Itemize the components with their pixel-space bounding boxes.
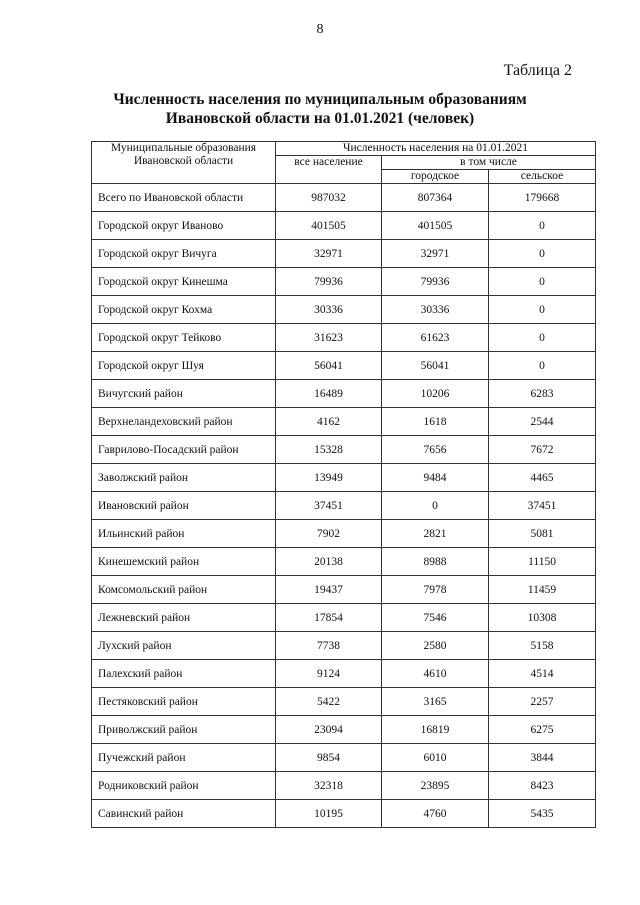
cell-total: 7738: [276, 632, 382, 660]
page-number: 8: [316, 22, 324, 37]
cell-municipality: Ильинский район: [92, 520, 276, 548]
title-line-1: Численность населения по муниципальным образованиям: [113, 91, 527, 108]
cell-urban: 6010: [382, 744, 489, 772]
cell-rural: 11459: [489, 576, 596, 604]
cell-urban: 23895: [382, 772, 489, 800]
cell-urban: 7546: [382, 604, 489, 632]
cell-urban: 32971: [382, 240, 489, 268]
cell-total: 31623: [276, 324, 382, 352]
cell-total: 9124: [276, 660, 382, 688]
cell-urban: 8988: [382, 548, 489, 576]
cell-municipality: Комсомольский район: [92, 576, 276, 604]
table-row: [92, 296, 596, 324]
cell-municipality: Всего по Ивановской области: [92, 184, 276, 212]
table-row: [92, 268, 596, 296]
cell-municipality: Городской округ Иваново: [92, 212, 276, 240]
cell-urban: 3165: [382, 688, 489, 716]
cell-total: 16489: [276, 380, 382, 408]
cell-municipality: Лухский район: [92, 632, 276, 660]
table-row: [92, 800, 596, 828]
cell-municipality: Городской округ Вичуга: [92, 240, 276, 268]
cell-total: 17854: [276, 604, 382, 632]
cell-urban: 0: [382, 492, 489, 520]
header-including: в том числе: [382, 156, 596, 170]
cell-rural: 7672: [489, 436, 596, 464]
cell-municipality: Ивановский район: [92, 492, 276, 520]
cell-municipality: Родниковский район: [92, 772, 276, 800]
table-row: [92, 184, 596, 212]
title-line-2: Ивановской области на 01.01.2021 (человек): [165, 110, 475, 127]
cell-rural: 37451: [489, 492, 596, 520]
cell-rural: 179668: [489, 184, 596, 212]
table-row: [92, 380, 596, 408]
cell-total: 32318: [276, 772, 382, 800]
cell-municipality: Пестяковский район: [92, 688, 276, 716]
cell-municipality: Верхнеландеховский район: [92, 408, 276, 436]
table-row: [92, 548, 596, 576]
cell-urban: 2580: [382, 632, 489, 660]
cell-municipality: Городской округ Кохма: [92, 296, 276, 324]
population-table: [91, 141, 596, 828]
table-row: [92, 240, 596, 268]
cell-rural: 3844: [489, 744, 596, 772]
cell-urban: 30336: [382, 296, 489, 324]
cell-urban: 401505: [382, 212, 489, 240]
cell-total: 4162: [276, 408, 382, 436]
cell-total: 5422: [276, 688, 382, 716]
cell-rural: 11150: [489, 548, 596, 576]
table-row: [92, 520, 596, 548]
cell-urban: 7656: [382, 436, 489, 464]
cell-municipality: Лежневский район: [92, 604, 276, 632]
table-row: [92, 660, 596, 688]
cell-urban: 56041: [382, 352, 489, 380]
header-total: все население: [276, 156, 382, 184]
cell-total: 10195: [276, 800, 382, 828]
table-row: [92, 324, 596, 352]
cell-rural: 2544: [489, 408, 596, 436]
cell-urban: 61623: [382, 324, 489, 352]
cell-rural: 0: [489, 352, 596, 380]
cell-total: 9854: [276, 744, 382, 772]
header-population-group: Численность населения на 01.01.2021: [276, 142, 596, 156]
cell-rural: 2257: [489, 688, 596, 716]
cell-rural: 10308: [489, 604, 596, 632]
table-row: [92, 352, 596, 380]
cell-rural: 0: [489, 324, 596, 352]
cell-total: 20138: [276, 548, 382, 576]
cell-urban: 1618: [382, 408, 489, 436]
table-row: [92, 744, 596, 772]
cell-total: 23094: [276, 716, 382, 744]
cell-urban: 2821: [382, 520, 489, 548]
table-row: [92, 604, 596, 632]
cell-municipality: Приволжский район: [92, 716, 276, 744]
cell-municipality: Кинешемский район: [92, 548, 276, 576]
cell-urban: 9484: [382, 464, 489, 492]
cell-rural: 0: [489, 212, 596, 240]
cell-rural: 5158: [489, 632, 596, 660]
cell-urban: 4610: [382, 660, 489, 688]
table-row: [92, 716, 596, 744]
cell-rural: 5435: [489, 800, 596, 828]
cell-total: 13949: [276, 464, 382, 492]
cell-total: 56041: [276, 352, 382, 380]
cell-total: 7902: [276, 520, 382, 548]
table-row: [92, 436, 596, 464]
cell-total: 30336: [276, 296, 382, 324]
cell-rural: 6275: [489, 716, 596, 744]
header-municipality: Муниципальные образования Ивановской области: [92, 142, 276, 184]
table-label: Таблица 2: [503, 62, 572, 79]
cell-municipality: Пучежский район: [92, 744, 276, 772]
table-row: [92, 576, 596, 604]
cell-urban: 16819: [382, 716, 489, 744]
cell-total: 32971: [276, 240, 382, 268]
cell-rural: 4514: [489, 660, 596, 688]
cell-rural: 0: [489, 268, 596, 296]
table-title: [0, 90, 640, 128]
cell-total: 79936: [276, 268, 382, 296]
cell-total: 37451: [276, 492, 382, 520]
cell-municipality: Гаврилово-Посадский район: [92, 436, 276, 464]
cell-rural: 0: [489, 240, 596, 268]
cell-municipality: Заволжский район: [92, 464, 276, 492]
cell-urban: 4760: [382, 800, 489, 828]
table-row: [92, 464, 596, 492]
header-urban: городское: [382, 170, 489, 184]
cell-urban: 807364: [382, 184, 489, 212]
cell-urban: 10206: [382, 380, 489, 408]
cell-urban: 7978: [382, 576, 489, 604]
cell-municipality: Городской округ Шуя: [92, 352, 276, 380]
cell-municipality: Савинский район: [92, 800, 276, 828]
cell-total: 401505: [276, 212, 382, 240]
cell-municipality: Палехский район: [92, 660, 276, 688]
table-row: [92, 492, 596, 520]
cell-total: 15328: [276, 436, 382, 464]
cell-rural: 0: [489, 296, 596, 324]
cell-rural: 5081: [489, 520, 596, 548]
table-row: [92, 688, 596, 716]
table-row: [92, 632, 596, 660]
cell-rural: 4465: [489, 464, 596, 492]
header-rural: сельское: [489, 170, 596, 184]
table-row: [92, 772, 596, 800]
cell-urban: 79936: [382, 268, 489, 296]
cell-total: 987032: [276, 184, 382, 212]
cell-rural: 6283: [489, 380, 596, 408]
cell-total: 19437: [276, 576, 382, 604]
table-row: [92, 408, 596, 436]
cell-municipality: Вичугский район: [92, 380, 276, 408]
cell-rural: 8423: [489, 772, 596, 800]
cell-municipality: Городской округ Тейково: [92, 324, 276, 352]
cell-municipality: Городской округ Кинешма: [92, 268, 276, 296]
table-row: [92, 212, 596, 240]
